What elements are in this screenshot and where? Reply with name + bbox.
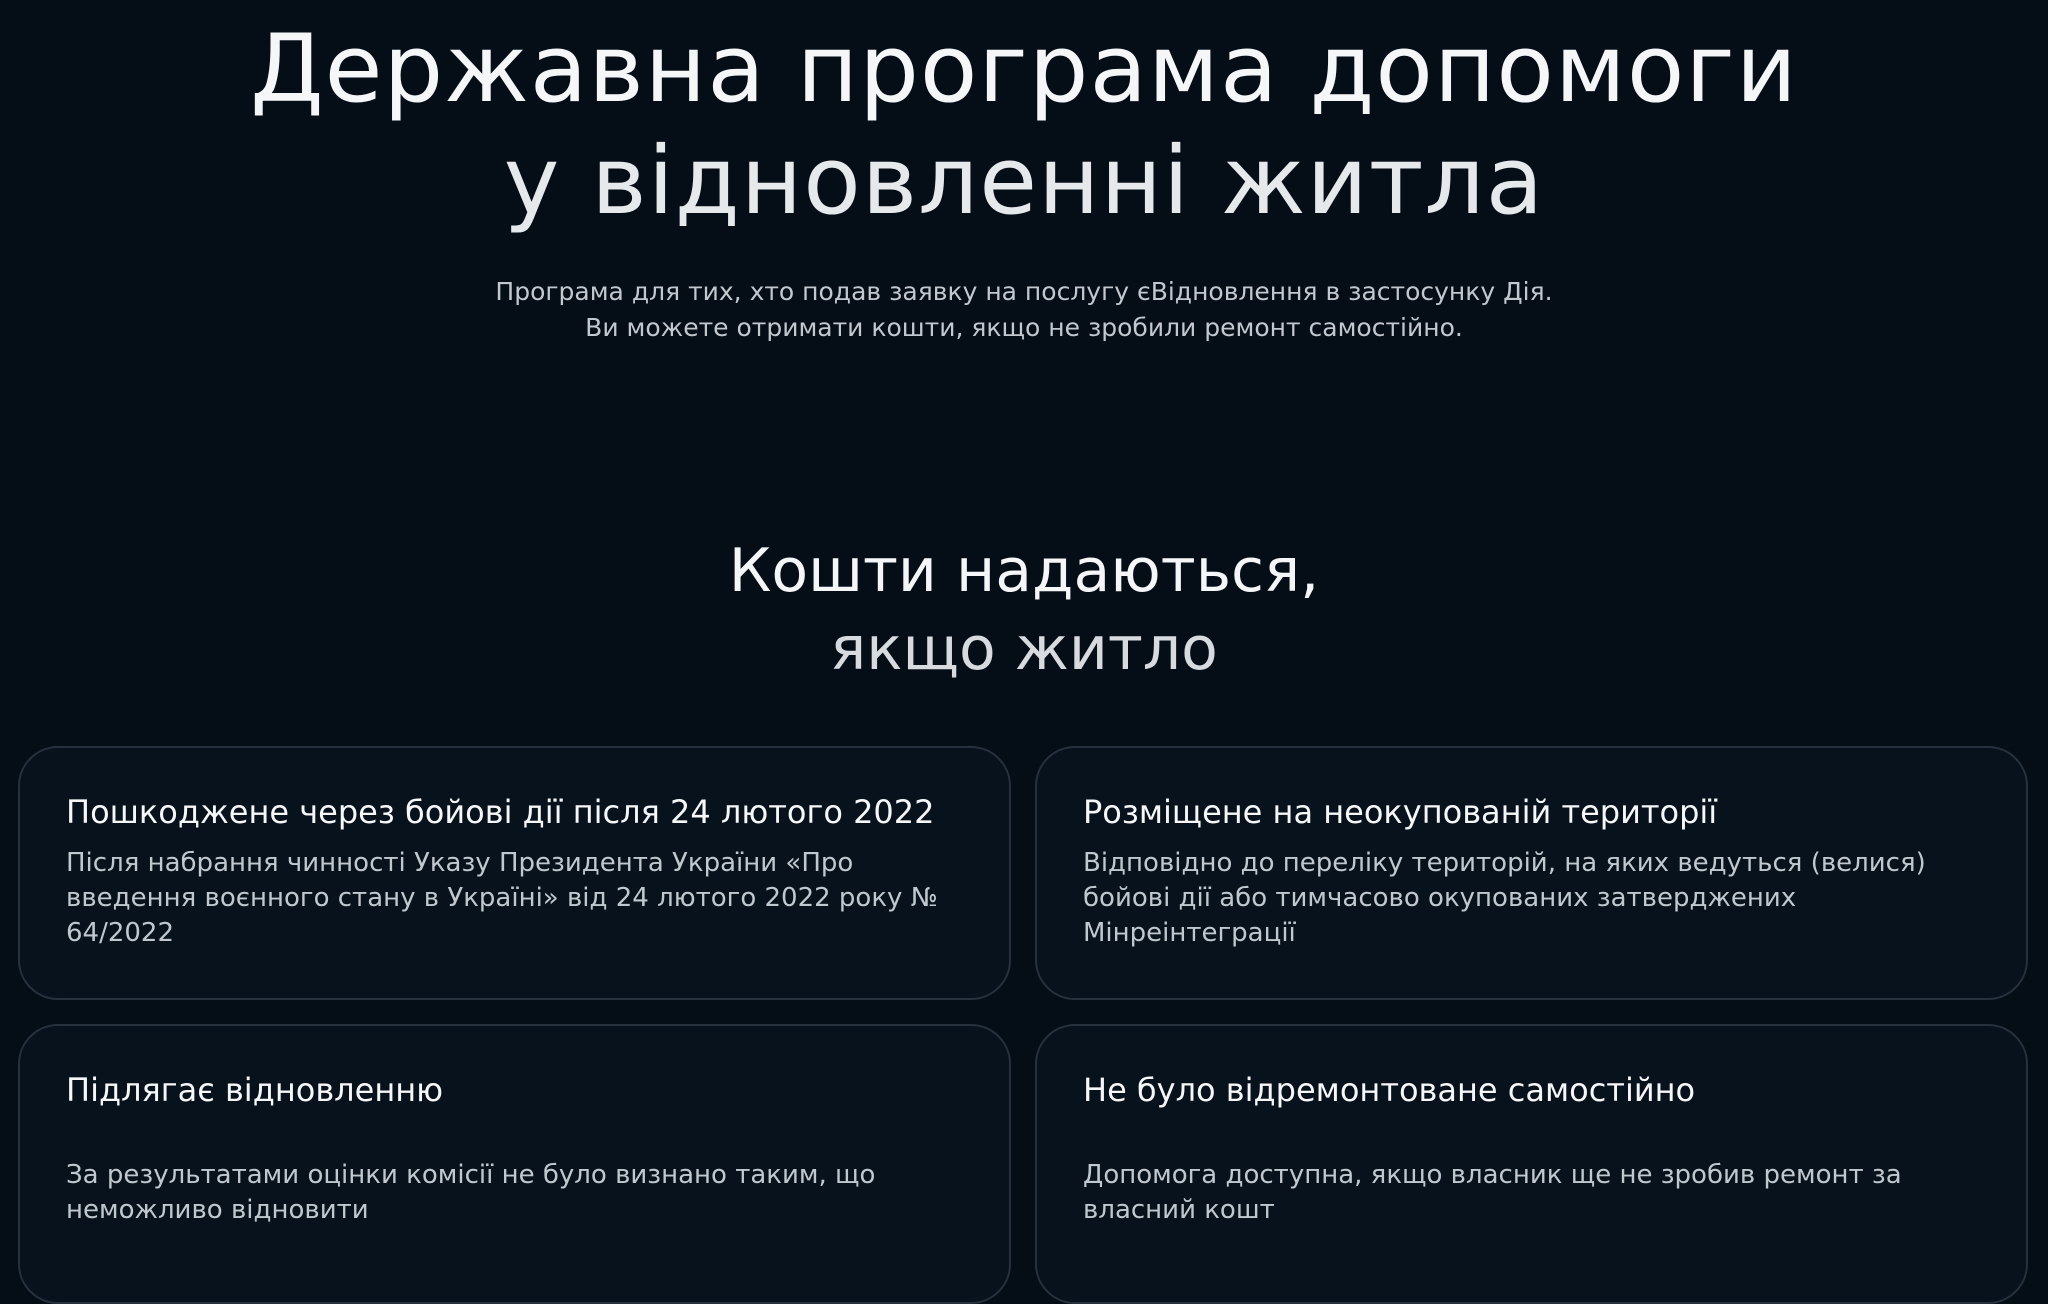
card-title: Не було відремонтоване самостійно [1083, 1071, 1696, 1109]
card-title: Пошкоджене через бойові дії після 24 лютого 2022 [66, 793, 935, 831]
page-subtitle-line-1: Програма для тих, хто подав заявку на послугу єВідновлення в застосунку Дія. [495, 277, 1553, 306]
condition-card-repairable [18, 1024, 1011, 1304]
page-subtitle-line-2: Ви можете отримати кошти, якщо не зробили ремонт самостійно. [585, 313, 1463, 342]
condition-card-unoccupied-territory [1035, 746, 2028, 1000]
card-title: Підлягає відновленню [66, 1071, 444, 1109]
page-title-line-1: Державна програма допомоги [250, 15, 1798, 124]
card-description: Після набрання чинності Указу Президента України «Про введення воєнного стану в Україні» від 24 лютого 2022 року № 64/2022 [66, 848, 938, 948]
section-title [0, 532, 2048, 688]
page-title-line-2: у відновленні житла [503, 127, 1545, 236]
page-subtitle [0, 274, 2048, 346]
card-description: За результатами оцінки комісії не було визнано таким, що неможливо відновити [66, 1160, 876, 1225]
condition-card-not-self-repaired [1035, 1024, 2028, 1304]
condition-card-damaged [18, 746, 1011, 1000]
section-title-line-2: якщо житло [830, 614, 1218, 684]
section-title-line-1: Кошти надаються, [728, 536, 1320, 606]
card-title: Розміщене на неокупованій території [1083, 793, 1718, 831]
card-description: Відповідно до переліку територій, на яких ведуться (велися) бойові дії або тимчасово окупованих затверджених Мінреінтеграції [1083, 848, 1926, 948]
page-title [0, 14, 2048, 238]
card-description: Допомога доступна, якщо власник ще не зробив ремонт за власний кошт [1083, 1160, 1902, 1225]
